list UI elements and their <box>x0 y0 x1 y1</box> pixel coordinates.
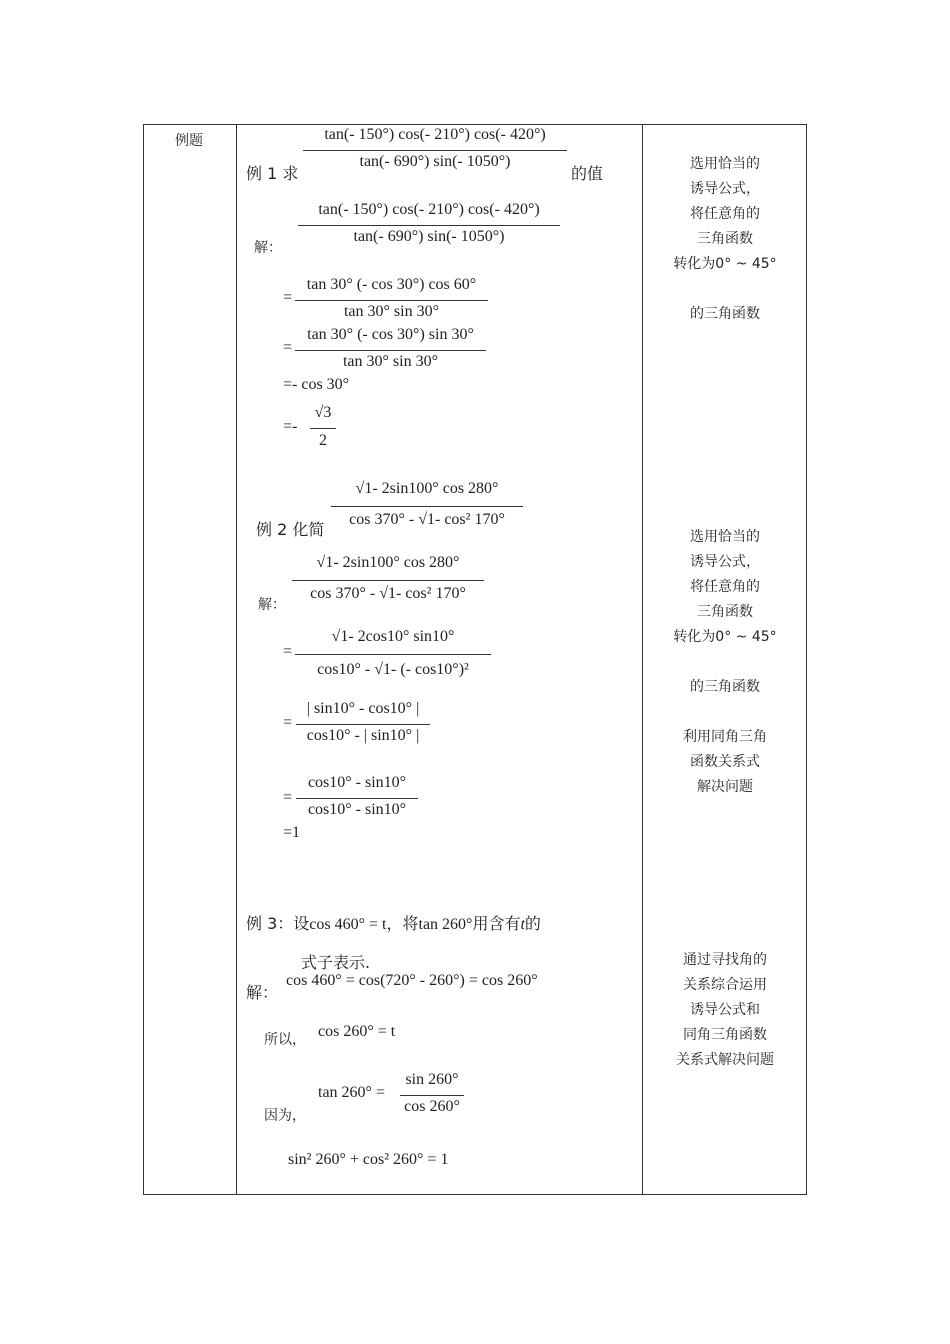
note-2 <box>643 525 807 800</box>
note-line: 关系式解决问题 <box>676 1052 774 1068</box>
ex2-prefix: 例 2 化简 <box>256 520 325 539</box>
ex1-step1 <box>295 276 488 326</box>
ex3-text: ，将 <box>386 914 419 933</box>
ex3-so-label: 所以， <box>264 1032 306 1048</box>
note-line: 诱导公式和 <box>690 1002 760 1018</box>
note-line <box>643 277 807 302</box>
ex3-because-fraction <box>400 1071 464 1121</box>
ex1-step4-numerator: √3 <box>314 404 332 421</box>
fraction-bar <box>310 428 336 429</box>
equals-sign: = <box>283 714 293 731</box>
ex2-step3-denominator: cos10° - sin10° <box>307 801 407 818</box>
ex2-solution-numerator: √1- 2sin100° cos 280° <box>316 554 460 571</box>
note-line: 的三角函数 <box>690 679 760 695</box>
ex2-step1-denominator: cos10° - √1- (- cos10°)² <box>317 661 469 678</box>
ex2-step1-numerator: √1- 2cos10° sin10° <box>331 628 455 645</box>
note-line: 诱导公式， <box>690 181 760 197</box>
ex1-step1-denominator: tan 30° sin 30° <box>343 303 439 320</box>
ex1-step2 <box>295 326 486 376</box>
note-line: 选用恰当的 <box>690 529 760 545</box>
note-line: 通过寻找角的 <box>683 952 767 968</box>
note-line: 将任意角的 <box>690 206 760 222</box>
equals-sign: = <box>283 339 293 356</box>
fraction-bar <box>400 1095 464 1096</box>
ex1-fraction <box>303 126 567 176</box>
note-line: 选用恰当的 <box>690 156 760 172</box>
note-line: 三角函数 <box>697 231 753 247</box>
ex2-step2 <box>296 700 430 750</box>
ex1-step2-denominator: tan 30° sin 30° <box>342 353 438 370</box>
ex1-step4-denominator: 2 <box>319 432 327 449</box>
note-line: 将任意角的 <box>690 579 760 595</box>
ex3-because-label: 因为， <box>264 1108 306 1124</box>
fraction-bar <box>303 150 567 151</box>
ex3-given: cos 460° = t <box>309 916 387 933</box>
ex1-step2-numerator: tan 30° (- cos 30°) sin 30° <box>307 326 474 343</box>
fraction-bar <box>292 580 484 581</box>
section-label: 例题 <box>175 133 203 149</box>
ex1-suffix: 的值 <box>571 164 604 183</box>
column-divider-left <box>236 124 237 1195</box>
ex3-variable: t <box>520 916 525 933</box>
ex1-solution-fraction <box>298 201 560 251</box>
ex1-solution-denominator: tan(- 690°) sin(- 1050°) <box>353 228 505 245</box>
ex2-solution-fraction <box>292 554 484 608</box>
ex2-step1 <box>295 628 491 684</box>
note-line: 函数关系式 <box>690 754 760 770</box>
note-line: 同角三角函数 <box>683 1027 767 1043</box>
ex1-denominator: tan(- 690°) sin(- 1050°) <box>359 153 511 170</box>
ex2-step2-denominator: cos10° - | sin10° | <box>306 727 420 744</box>
note-line: 转化为0° ~ 45° <box>673 256 777 272</box>
ex1-numerator: tan(- 150°) cos(- 210°) cos(- 420°) <box>324 126 546 143</box>
equals-sign: = <box>283 789 293 806</box>
ex3-text: 的 <box>524 914 541 933</box>
ex2-step2-numerator: | sin10° - cos10° | <box>306 700 420 717</box>
note-line: 解决问题 <box>697 779 753 795</box>
note-line: 利用同角三角 <box>683 729 767 745</box>
fraction-bar <box>296 724 430 725</box>
fraction-bar <box>295 300 488 301</box>
fraction-bar <box>298 225 560 226</box>
ex2-solution-denominator: cos 370° - √1- cos² 170° <box>310 585 466 602</box>
ex3-target: tan 260° <box>418 916 473 933</box>
equals-sign: = <box>283 289 293 306</box>
ex3-identity: sin² 260° + cos² 260° = 1 <box>288 1151 449 1168</box>
ex3-because-lhs: tan 260° = <box>318 1084 385 1101</box>
ex3-solution-label: 解： <box>246 983 279 1002</box>
ex2-step3-numerator: cos10° - sin10° <box>307 774 407 791</box>
ex3-text: 用含有 <box>472 914 521 933</box>
ex2-solution-label: 解： <box>258 597 286 613</box>
ex1-prefix: 例 1 求 <box>246 164 299 183</box>
fraction-bar <box>295 350 486 351</box>
ex2-fraction <box>331 480 523 534</box>
note-line: 关系综合运用 <box>683 977 767 993</box>
ex3-text: 例 3：设 <box>246 914 310 933</box>
note-line <box>643 700 807 725</box>
note-line: 的三角函数 <box>690 306 760 322</box>
ex1-step4-prefix: =- <box>283 418 298 435</box>
note-line: 诱导公式， <box>690 554 760 570</box>
ex3-question-line2: 式子表示. <box>301 953 371 972</box>
ex1-step1-numerator: tan 30° (- cos 30°) cos 60° <box>306 276 477 293</box>
ex3-question-line1 <box>246 911 541 934</box>
ex1-step4 <box>310 404 336 454</box>
note-line: 三角函数 <box>697 604 753 620</box>
ex3-because-denominator: cos 260° <box>404 1098 460 1115</box>
ex1-solution-numerator: tan(- 150°) cos(- 210°) cos(- 420°) <box>318 201 540 218</box>
fraction-bar <box>295 654 491 655</box>
ex3-solution-equation: cos 460° = cos(720° - 260°) = cos 260° <box>286 972 538 989</box>
ex2-result: =1 <box>283 824 301 841</box>
ex2-numerator: √1- 2sin100° cos 280° <box>355 480 499 497</box>
ex3-so-equation: cos 260° = t <box>318 1023 396 1040</box>
ex2-denominator: cos 370° - √1- cos² 170° <box>349 511 505 528</box>
ex1-solution-label: 解： <box>254 240 282 256</box>
note-line: 转化为0° ~ 45° <box>673 629 777 645</box>
note-1 <box>643 152 807 327</box>
fraction-bar <box>331 506 523 507</box>
equals-sign: = <box>283 643 293 660</box>
note-line <box>643 650 807 675</box>
ex3-because-numerator: sin 260° <box>405 1071 459 1088</box>
ex2-step3 <box>296 774 418 824</box>
fraction-bar <box>296 798 418 799</box>
ex1-step3: =- cos 30° <box>283 376 350 393</box>
note-3 <box>643 948 807 1073</box>
